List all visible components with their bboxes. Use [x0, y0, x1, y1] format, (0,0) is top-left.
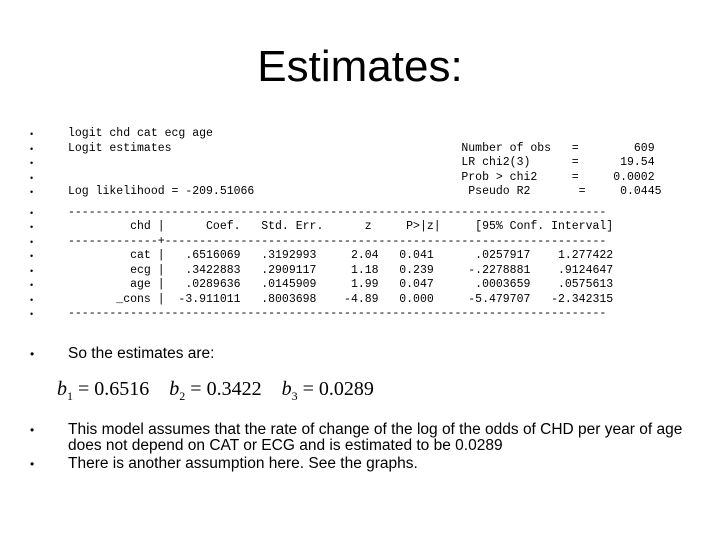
bullet: • — [30, 280, 34, 290]
bullet: • — [30, 172, 34, 183]
output-line: • Logit estimates Number of obs = 609 — [30, 141, 655, 155]
output-line: • ------------------------------------------------------------------------------ — [30, 307, 607, 320]
stata-output — [30, 127, 710, 322]
estimate-b3: $b_3 = 0.0289$ — [281, 378, 374, 403]
bullet: • — [30, 423, 35, 437]
output-line: • Log likelihood = -209.51066 Pseudo R2 = 0.0445 — [30, 185, 662, 198]
output-line: • ------------------------------------------------------------------------------ — [30, 205, 607, 219]
output-line: • ecg | .3422883 .2909117 1.18 0.239 -.2278881 .9124647 — [30, 263, 614, 277]
bullet: • — [30, 347, 35, 361]
bullet: • — [30, 187, 34, 197]
output-line: • cat | .6516069 .3192993 2.04 0.041 .0257917 1.277422 — [30, 249, 614, 262]
note-item — [30, 456, 710, 474]
output-line: • _cons | -3.911011 .8003698 -4.89 0.000 -5.479707 -2.342315 — [30, 292, 614, 306]
note-text: This model assumes that the rate of change of the log of the odds of CHD per year of age does not depend on CAT or ECG and is estimated to be 0.0289 — [68, 421, 683, 454]
bullet: • — [30, 457, 35, 471]
output-line: • -------------+---------------------------------------------------------------- — [30, 234, 607, 248]
bullet: • — [30, 309, 34, 319]
estimate-b2: $b_2 = 0.3422$ — [169, 378, 262, 403]
note-text: There is another assumption here. See the graphs. — [68, 455, 418, 472]
bullet: • — [30, 294, 34, 305]
slide-title: Estimates: — [257, 42, 463, 91]
bullet: • — [30, 222, 34, 232]
output-line: • Prob > chi2 = 0.0002 — [30, 170, 655, 184]
output-line: • LR chi2(3) = 19.54 — [30, 156, 655, 169]
note-item — [30, 422, 710, 456]
bullet: • — [30, 265, 34, 276]
output-line: • chd | Coef. Std. Err. z P>|z| [95% Conf. Interval] — [30, 220, 614, 233]
estimate-b1: $b_1 = 0.6516$ — [57, 378, 150, 403]
bullet: • — [30, 129, 34, 139]
bullet: • — [30, 251, 34, 261]
output-line: • logit chd cat ecg age — [30, 127, 213, 140]
bullet: • — [30, 207, 34, 218]
estimates-formula — [57, 378, 374, 404]
bullet: • — [30, 158, 34, 168]
bullet: • — [30, 236, 34, 247]
output-line: • age | .0289636 .0145909 1.99 0.047 .0003659 .0575613 — [30, 278, 614, 291]
bullet: • — [30, 143, 34, 154]
estimates-intro-item — [30, 346, 710, 364]
estimates-intro: So the estimates are: — [68, 345, 215, 362]
